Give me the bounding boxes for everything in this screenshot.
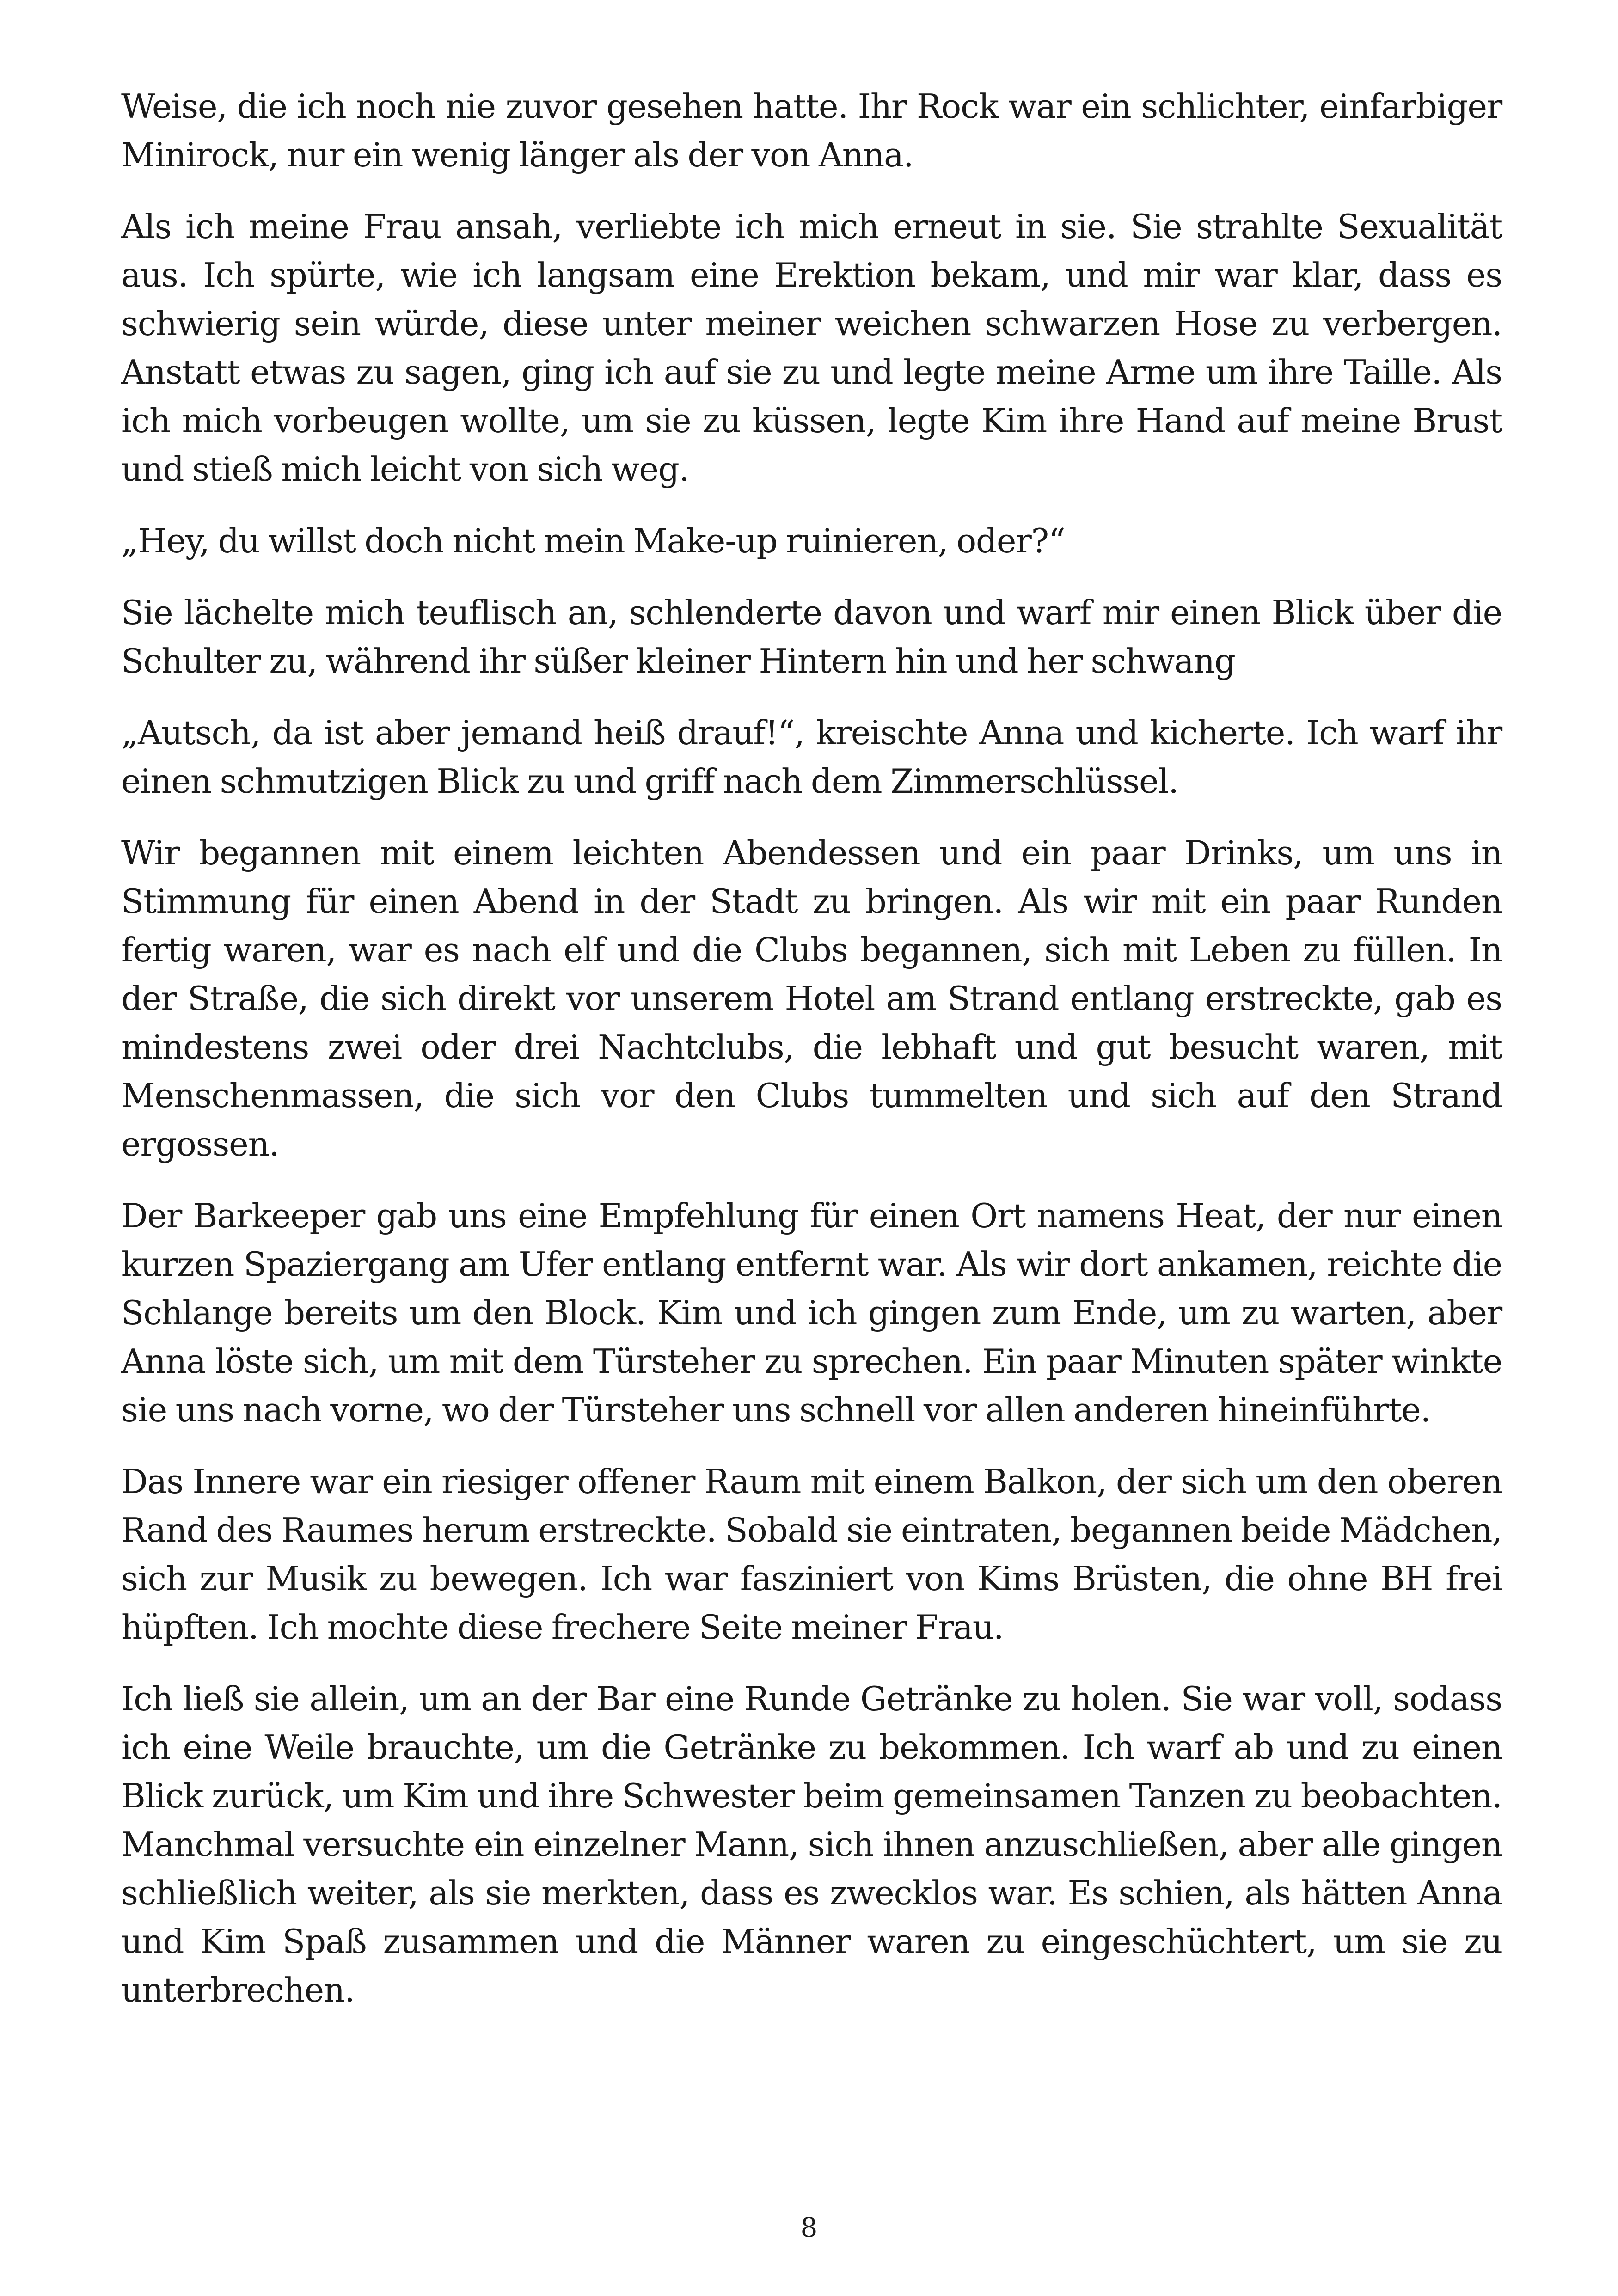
paragraph-6: Wir begannen mit einem leichten Abendessen und ein paar Drinks, um uns in Stimmung für einen Abend in der Stadt zu bringen. Als wir mit ein paar Runden fertig waren, war es nach elf und die Clubs begannen, sich mit Leben zu füllen. In der Straße, die sich direkt vor unserem Hotel am Strand entlang erstreckte, gab es mindestens zwei oder drei Nachtclubs, die lebhaft und gut besucht waren, mit Menschenmassen, die sich vor den Clubs tummelten und sich auf den Strand ergossen. [121,833,1502,1163]
paragraph-5: „Autsch, da ist aber jemand heiß drauf!“, kreischte Anna und kicherte. Ich warf ihr einen schmutzigen Blick zu und griff nach dem Zimmerschlüssel. [121,713,1502,801]
body-text [121,82,1502,2038]
page-number: 8 [800,2212,818,2243]
paragraph-8: Das Innere war ein riesiger offener Raum mit einem Balkon, der sich um den oberen Rand des Raumes herum erstreckte. Sobald sie eintraten, begannen beide Mädchen, sich zur Musik zu bewegen. Ich war fasziniert von Kims Brüsten, die ohne BH frei hüpften. Ich mochte diese frechere Seite meiner Frau. [121,1462,1502,1647]
paragraph-7: Der Barkeeper gab uns eine Empfehlung für einen Ort namens Heat, der nur einen kurzen Spaziergang am Ufer entlang entfernt war. Als wir dort ankamen, reichte die Schlange bereits um den Block. Kim und ich gingen zum Ende, um zu warten, aber Anna löste sich, um mit dem Türsteher zu sprechen. Ein paar Minuten später winkte sie uns nach vorne, wo der Türsteher uns schnell vor allen anderen hineinführte. [121,1196,1502,1429]
paragraph-3: „Hey, du willst doch nicht mein Make-up ruinieren, oder?“ [121,521,1065,560]
paragraph-9: Ich ließ sie allein, um an der Bar eine Runde Getränke zu holen. Sie war voll, sodass ich eine Weile brauchte, um die Getränke zu bekommen. Ich warf ab und zu einen Blick zurück, um Kim und ihre Schwester beim gemeinsamen Tanzen zu beobachten. Manchmal versuchte ein einzelner Mann, sich ihnen anzuschließen, aber alle gingen schließlich weiter, als sie merkten, dass es zwecklos war. Es schien, als hätten Anna und Kim Spaß zusammen und die Männer waren zu eingeschüchtert, um sie zu unterbrechen. [121,1679,1502,2009]
paragraph-2: Als ich meine Frau ansah, verliebte ich mich erneut in sie. Sie strahlte Sexualität aus. Ich spürte, wie ich langsam eine Erektion bekam, und mir war klar, dass es schwierig sein würde, diese unter meiner weichen schwarzen Hose zu verbergen. Anstatt etwas zu sagen, ging ich auf sie zu und legte meine Arme um ihre Taille. Als ich mich vorbeugen wollte, um sie zu küssen, legte Kim ihre Hand auf meine Brust und stieß mich leicht von sich weg. [121,207,1502,489]
paragraph-4: Sie lächelte mich teuflisch an, schlenderte davon und warf mir einen Blick über die Schulter zu, während ihr süßer kleiner Hintern hin und her schwang [121,593,1502,680]
paragraph-1: Weise, die ich noch nie zuvor gesehen hatte. Ihr Rock war ein schlichter, einfarbiger Minirock, nur ein wenig länger als der von Anna. [121,87,1502,174]
